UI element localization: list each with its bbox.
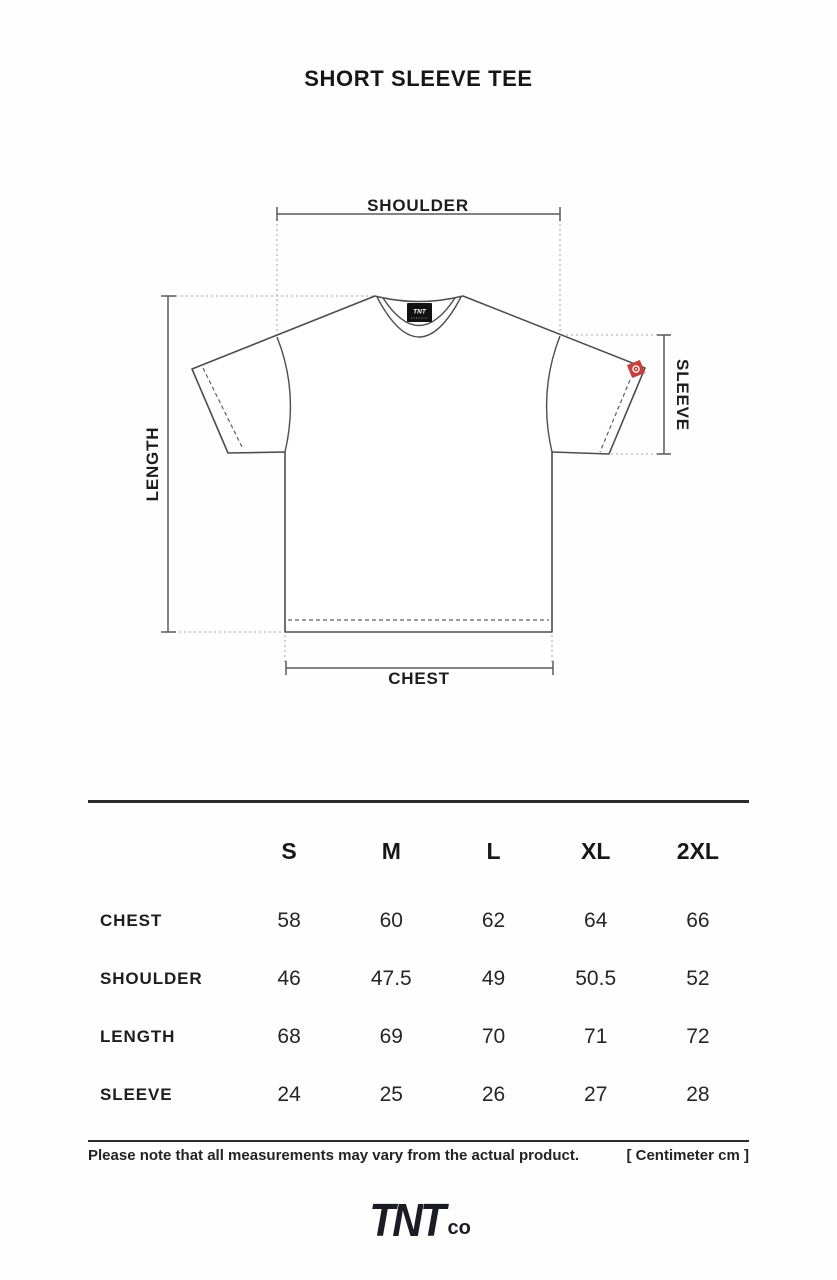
- cell: 24: [277, 1082, 301, 1106]
- length-measure-label: LENGTH: [143, 426, 162, 502]
- cell: 26: [481, 1082, 506, 1106]
- cell: 64: [584, 908, 608, 932]
- svg-text:TNT: TNT: [413, 308, 426, 316]
- cell: 66: [686, 908, 710, 932]
- tee-outline: [192, 296, 645, 632]
- table-row-shoulder: [88, 950, 749, 1008]
- cell: 50.5: [575, 966, 617, 990]
- row-label: LENGTH: [100, 1026, 176, 1046]
- cell: 52: [686, 966, 710, 990]
- size-header-row: [88, 833, 749, 871]
- size-col-l: L: [486, 838, 501, 864]
- cell: 68: [277, 1024, 301, 1048]
- cell: 72: [686, 1024, 710, 1048]
- cell: 71: [584, 1024, 608, 1048]
- cell: 69: [379, 1024, 403, 1048]
- size-col-s: S: [281, 838, 297, 864]
- cell: 47.5: [370, 966, 412, 990]
- cell: 62: [481, 908, 506, 932]
- cell: 60: [379, 908, 403, 932]
- row-label: CHEST: [100, 910, 163, 930]
- brand-logo-main: TNT: [369, 1194, 444, 1246]
- cell: 58: [277, 908, 301, 932]
- sleeve-measure-label: SLEEVE: [673, 359, 692, 431]
- table-row-sleeve: [88, 1066, 749, 1124]
- chest-measure-label: CHEST: [388, 669, 450, 688]
- size-table: [88, 800, 749, 1164]
- row-label: SLEEVE: [100, 1084, 173, 1104]
- brand-logo-suffix: co: [447, 1217, 471, 1239]
- cell: 28: [686, 1082, 710, 1106]
- cell: 46: [277, 966, 301, 990]
- collar-brand-label: [407, 303, 432, 322]
- size-col-xl: XL: [581, 838, 611, 864]
- cell: 70: [481, 1024, 506, 1048]
- size-col-2xl: 2XL: [676, 838, 719, 864]
- brand-logo: [0, 1194, 837, 1246]
- cell: 49: [481, 966, 506, 990]
- table-row-chest: [88, 892, 749, 950]
- cell: 27: [584, 1082, 608, 1106]
- row-label: SHOULDER: [100, 968, 203, 988]
- size-table-body: [88, 892, 749, 1124]
- shoulder-measure-label: SHOULDER: [367, 196, 469, 215]
- page-title: SHORT SLEEVE TEE: [304, 66, 533, 91]
- table-row-length: [88, 1008, 749, 1066]
- table-top-rule: [88, 800, 749, 803]
- footer-row: [88, 1142, 749, 1164]
- unit-note: [ Centimeter cm ]: [626, 1147, 749, 1164]
- size-col-m: M: [381, 838, 401, 864]
- measurement-disclaimer: Please note that all measurements may vary from the actual product.: [88, 1147, 580, 1164]
- cell: 25: [379, 1082, 403, 1106]
